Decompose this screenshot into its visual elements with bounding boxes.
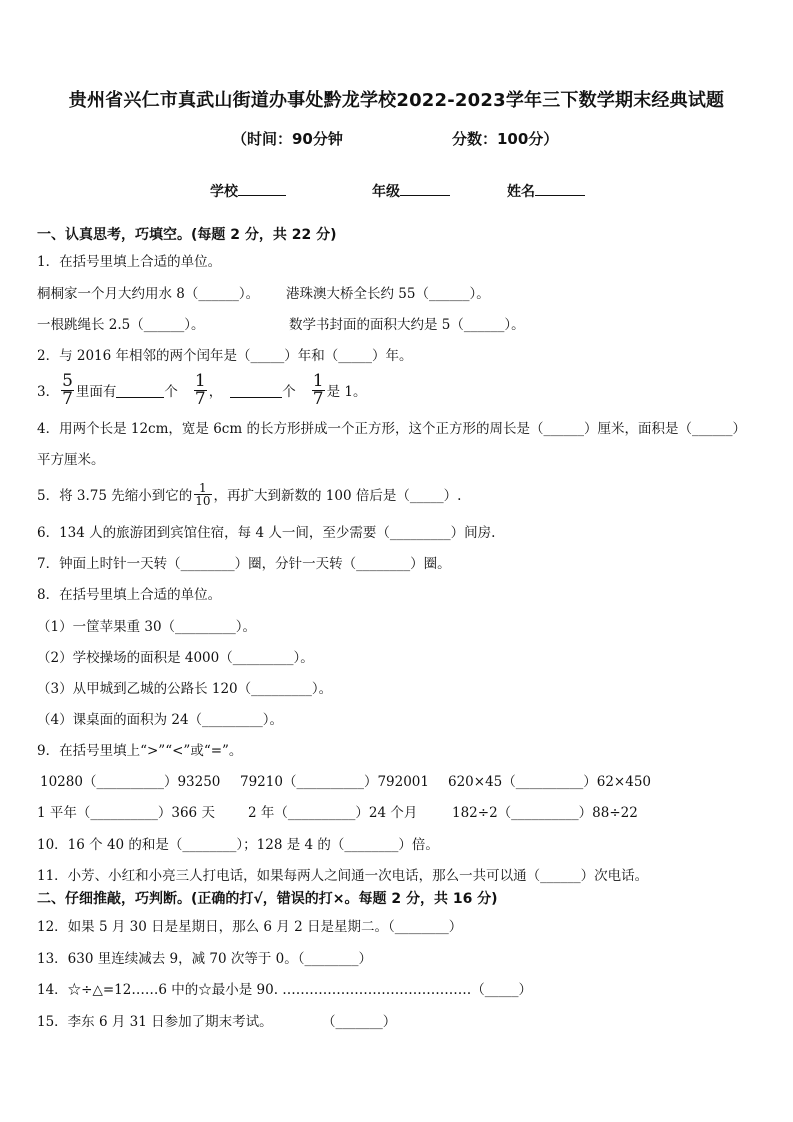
grade-label: 年级 — [372, 184, 400, 200]
question-4-line-1: 4．用两个长是 12cm，宽是 6cm 的长方形拼成一个正方形，这个正方形的周长是（______）厘米，面积是（______） — [37, 421, 746, 437]
fraction-1-10 — [194, 482, 211, 507]
question-8c: （3）从甲城到乙城的公路长 120（_________）。 — [37, 681, 333, 697]
question-1a: 桐桐家一个月大约用水 8（______）。 — [37, 286, 260, 302]
question-12: 12．如果 5 月 30 日是星期日，那么 6 月 2 日是星期二。（________） — [37, 919, 463, 935]
question-15: 15．李东 6 月 31 日参加了期末考试。 — [37, 1014, 273, 1030]
fraction-denominator: 7 — [312, 388, 324, 409]
fraction-numerator: 5 — [62, 370, 73, 391]
fraction-1-7 — [194, 370, 207, 409]
question-1b: 港珠澳大桥全长约 55（______）。 — [286, 286, 490, 302]
q5-text-2: ，再扩大到新数的 100 倍后是（_____）. — [213, 488, 462, 504]
question-9-item: 182÷2（__________）88÷22 — [452, 805, 638, 821]
q3-text-4: 个 — [282, 384, 296, 400]
question-6: 6．134 人的旅游团到宾馆住宿，每 4 人一间，至少需要（_________）间房. — [37, 525, 496, 541]
question-8-stem: 8．在括号里填上合适的单位。 — [37, 587, 222, 603]
q3-number: 3． — [37, 384, 60, 400]
q3-text-2: 个 — [164, 384, 178, 400]
name-label: 姓名 — [507, 184, 535, 200]
q5-text-1: 5．将 3.75 先缩小到它的 — [37, 488, 193, 504]
question-8d: （4）课桌面的面积为 24（_________）。 — [37, 712, 284, 728]
school-blank — [238, 181, 286, 196]
section-1-heading: 一、认真思考，巧填空。(每题 2 分，共 22 分) — [37, 227, 337, 243]
question-9-item: 620×45（__________）62×450 — [448, 774, 652, 790]
q3-text-3: ， — [208, 384, 223, 400]
fraction-5-7 — [61, 370, 74, 409]
q3-blank-1 — [116, 383, 164, 398]
school-field — [210, 181, 286, 201]
question-1-stem: 1．在括号里填上合适的单位。 — [37, 254, 222, 270]
question-15-answer: （_______） — [322, 1014, 397, 1030]
question-5 — [37, 476, 461, 512]
q3-text-5: 是 1。 — [326, 384, 367, 400]
question-10: 10．16 个 40 的和是（________）；128 是 4 的（________）倍。 — [37, 837, 439, 853]
question-3 — [37, 368, 366, 412]
question-4-line-2: 平方厘米。 — [37, 452, 105, 468]
question-13: 13．630 里连续减去 9，减 70 次等于 0。（________） — [37, 951, 373, 967]
question-9-item: 2 年（__________）24 个月 — [248, 805, 418, 821]
fraction-numerator: 1 — [194, 370, 206, 391]
fraction-numerator: 1 — [312, 370, 324, 391]
school-label: 学校 — [210, 184, 238, 200]
grade-field — [372, 181, 450, 201]
question-1c: 一根跳绳长 2.5（______）。 — [37, 317, 205, 333]
grade-blank — [400, 181, 450, 196]
q3-text-1: 里面有 — [75, 384, 117, 400]
page-title: 贵州省兴仁市真武山街道办事处黔龙学校2022-2023学年三下数学期末经典试题 — [68, 90, 725, 111]
fraction-1-7 — [312, 370, 325, 409]
q3-blank-2 — [230, 383, 282, 398]
exam-time: （时间：90分钟 — [232, 130, 343, 148]
question-11: 11．小芳、小红和小亮三人打电话，如果每两人之间通一次电话，那么一共可以通（______）次电话。 — [37, 868, 649, 884]
exam-score: 分数：100分） — [452, 130, 559, 148]
question-8b: （2）学校操场的面积是 4000（_________）。 — [37, 650, 314, 666]
name-field — [507, 181, 585, 201]
question-14: 14．☆÷△=12……6 中的☆最小是 90. ……………………………………（_____） — [37, 982, 533, 998]
question-9-item: 79210（__________）792001 — [240, 774, 429, 790]
fraction-denominator: 7 — [194, 388, 206, 409]
fraction-numerator: 1 — [199, 480, 207, 495]
question-8a: （1）一筐苹果重 30（_________）。 — [37, 619, 257, 635]
question-9-item: 1 平年（__________）366 天 — [37, 805, 215, 821]
question-1d: 数学书封面的面积大约是 5（______）。 — [289, 317, 525, 333]
question-9-stem: 9．在括号里填上“>”“<”或“=”。 — [37, 743, 243, 759]
fraction-denominator: 7 — [62, 388, 73, 409]
question-7: 7．钟面上时针一天转（________）圈，分针一天转（________）圈。 — [37, 556, 451, 572]
name-blank — [535, 181, 585, 196]
question-9-item: 10280（__________）93250 — [40, 774, 221, 790]
question-2: 2．与 2016 年相邻的两个闰年是（_____）年和（_____）年。 — [37, 348, 413, 364]
fraction-denominator: 10 — [195, 493, 211, 508]
section-2-heading: 二、仔细推敲，巧判断。(正确的打√，错误的打×。每题 2 分，共 16 分) — [37, 891, 498, 907]
